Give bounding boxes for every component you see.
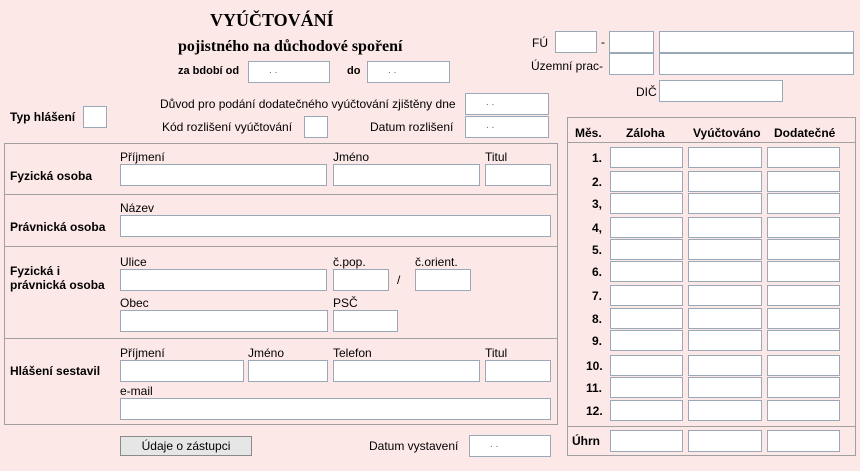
- divider: [4, 338, 558, 339]
- month-vyuctovano-input[interactable]: [688, 355, 762, 376]
- month-label: 2.: [591, 175, 602, 189]
- fu-input-1[interactable]: [555, 31, 597, 53]
- zastupce-button[interactable]: Údaje o zástupci: [120, 436, 252, 456]
- month-dodatecne-input[interactable]: [767, 285, 840, 306]
- month-vyuctovano-input[interactable]: [688, 217, 762, 238]
- kod-label: Kód rozlišení vyúčtování: [162, 120, 293, 134]
- sestavil-telefon-label: Telefon: [333, 346, 372, 360]
- divider: [4, 246, 558, 247]
- col-vyuctovano-header: Vyúčtováno: [693, 126, 761, 140]
- month-dodatecne-input[interactable]: [767, 147, 840, 168]
- adresa-section-label-2: právnická osoba: [10, 278, 105, 292]
- period-from-input[interactable]: . .: [248, 61, 330, 83]
- month-zaloha-input[interactable]: [610, 330, 683, 351]
- month-vyuctovano-input[interactable]: [688, 400, 762, 421]
- psc-label: PSČ: [333, 296, 358, 310]
- month-vyuctovano-input[interactable]: [688, 171, 762, 192]
- sestavil-prijmeni-label: Příjmení: [120, 346, 165, 360]
- total-dodatecne-input[interactable]: [767, 430, 840, 452]
- fyzicka-prijmeni-label: Příjmení: [120, 150, 165, 164]
- month-vyuctovano-input[interactable]: [688, 147, 762, 168]
- ulice-input[interactable]: [120, 269, 327, 291]
- fu-dash: -: [601, 35, 605, 49]
- sestavil-titul-input[interactable]: [485, 360, 551, 382]
- uzemni-input-1[interactable]: [609, 53, 654, 75]
- datum-rozliseni-label: Datum rozlišení: [370, 120, 454, 134]
- month-label: 6.: [591, 265, 602, 279]
- divider: [567, 426, 856, 427]
- fyzicka-prijmeni-input[interactable]: [120, 164, 327, 186]
- dic-label: DIČ: [636, 85, 657, 99]
- month-zaloha-input[interactable]: [610, 400, 683, 421]
- month-zaloha-input[interactable]: [610, 377, 683, 398]
- col-dodatecne-header: Dodatečné: [774, 126, 836, 140]
- total-vyuctovano-input[interactable]: [688, 430, 762, 452]
- sestavil-email-label: e-mail: [120, 384, 153, 398]
- month-zaloha-input[interactable]: [610, 193, 683, 214]
- datum-rozliseni-input[interactable]: . .: [465, 116, 549, 138]
- uzemni-input-2[interactable]: [659, 53, 854, 75]
- uzemni-label: Územní prac-: [531, 59, 604, 73]
- corient-label: č.orient.: [415, 255, 458, 269]
- month-zaloha-input[interactable]: [610, 261, 683, 282]
- month-label: 5.: [591, 243, 602, 257]
- sestavil-jmeno-input[interactable]: [248, 360, 328, 382]
- month-label: 1.: [591, 151, 602, 165]
- address-slash: /: [397, 273, 401, 287]
- month-dodatecne-input[interactable]: [767, 193, 840, 214]
- month-label: 4,: [591, 221, 602, 235]
- fyzicka-section-label: Fyzická osoba: [10, 169, 93, 183]
- month-dodatecne-input[interactable]: [767, 239, 840, 260]
- typ-label: Typ hlášení: [10, 110, 76, 124]
- month-label: 7.: [591, 289, 602, 303]
- cpop-label: č.pop.: [333, 255, 366, 269]
- month-dodatecne-input[interactable]: [767, 308, 840, 329]
- month-dodatecne-input[interactable]: [767, 217, 840, 238]
- col-mes-header: Měs.: [575, 126, 602, 140]
- duvod-input[interactable]: . .: [465, 93, 549, 115]
- fyzicka-jmeno-label: Jméno: [333, 150, 370, 164]
- pravnicka-nazev-label: Název: [120, 201, 155, 215]
- month-zaloha-input[interactable]: [610, 239, 683, 260]
- psc-input[interactable]: [333, 310, 398, 332]
- dic-input[interactable]: [659, 80, 783, 102]
- sestavil-prijmeni-input[interactable]: [120, 360, 244, 382]
- month-zaloha-input[interactable]: [610, 171, 683, 192]
- month-vyuctovano-input[interactable]: [688, 261, 762, 282]
- month-vyuctovano-input[interactable]: [688, 285, 762, 306]
- datum-vystaveni-label: Datum vystavení: [369, 439, 459, 453]
- corient-input[interactable]: [415, 269, 471, 291]
- month-vyuctovano-input[interactable]: [688, 377, 762, 398]
- period-from-label: za bdobí od: [178, 65, 240, 77]
- col-zaloha-header: Záloha: [626, 126, 665, 140]
- fyzicka-titul-input[interactable]: [485, 164, 551, 186]
- obec-input[interactable]: [120, 310, 328, 332]
- kod-input[interactable]: [304, 116, 328, 138]
- form-subtitle: pojistného na důchodové spoření: [178, 38, 403, 55]
- fyzicka-jmeno-input[interactable]: [333, 164, 480, 186]
- month-vyuctovano-input[interactable]: [688, 308, 762, 329]
- sestavil-email-input[interactable]: [120, 398, 551, 420]
- month-dodatecne-input[interactable]: [767, 330, 840, 351]
- sestavil-section-label: Hlášení sestavil: [10, 364, 101, 378]
- month-zaloha-input[interactable]: [610, 355, 683, 376]
- pravnicka-section-label: Právnická osoba: [10, 220, 106, 234]
- period-to-label: do: [347, 65, 361, 77]
- duvod-label: Důvod pro podání dodatečného vyúčtování zjištěny dne: [160, 97, 456, 111]
- obec-label: Obec: [120, 296, 149, 310]
- month-label: 12.: [586, 404, 603, 418]
- month-zaloha-input[interactable]: [610, 285, 683, 306]
- adresa-section-label-1: Fyzická i: [10, 264, 61, 278]
- sestavil-titul-label: Titul: [485, 346, 508, 360]
- fu-name-input[interactable]: [659, 31, 854, 53]
- month-label: 3,: [591, 197, 602, 211]
- month-zaloha-input[interactable]: [610, 217, 683, 238]
- typ-input[interactable]: [83, 106, 107, 128]
- total-label: Úhrn: [572, 434, 600, 448]
- period-to-input[interactable]: . .: [367, 61, 450, 83]
- month-dodatecne-input[interactable]: [767, 355, 840, 376]
- month-zaloha-input[interactable]: [610, 147, 683, 168]
- month-vyuctovano-input[interactable]: [688, 239, 762, 260]
- divider: [567, 142, 856, 143]
- fu-label: FÚ: [532, 36, 548, 50]
- month-label: 8.: [591, 312, 602, 326]
- month-dodatecne-input[interactable]: [767, 261, 840, 282]
- month-vyuctovano-input[interactable]: [688, 193, 762, 214]
- month-dodatecne-input[interactable]: [767, 400, 840, 421]
- month-dodatecne-input[interactable]: [767, 171, 840, 192]
- sestavil-jmeno-label: Jméno: [248, 346, 285, 360]
- total-zaloha-input[interactable]: [610, 430, 683, 452]
- cpop-input[interactable]: [333, 269, 389, 291]
- month-zaloha-input[interactable]: [610, 308, 683, 329]
- form-title: VYÚČTOVÁNÍ: [210, 10, 334, 30]
- month-label: 10.: [586, 359, 603, 373]
- fu-input-2[interactable]: [609, 31, 654, 53]
- month-label: 9.: [591, 334, 602, 348]
- pravnicka-nazev-input[interactable]: [120, 215, 551, 237]
- month-vyuctovano-input[interactable]: [688, 330, 762, 351]
- month-dodatecne-input[interactable]: [767, 377, 840, 398]
- fyzicka-titul-label: Titul: [485, 150, 508, 164]
- sestavil-telefon-input[interactable]: [333, 360, 480, 382]
- month-label: 11.: [586, 381, 603, 395]
- divider: [4, 194, 558, 195]
- datum-vystaveni-input[interactable]: . .: [469, 435, 551, 457]
- ulice-label: Ulice: [120, 255, 147, 269]
